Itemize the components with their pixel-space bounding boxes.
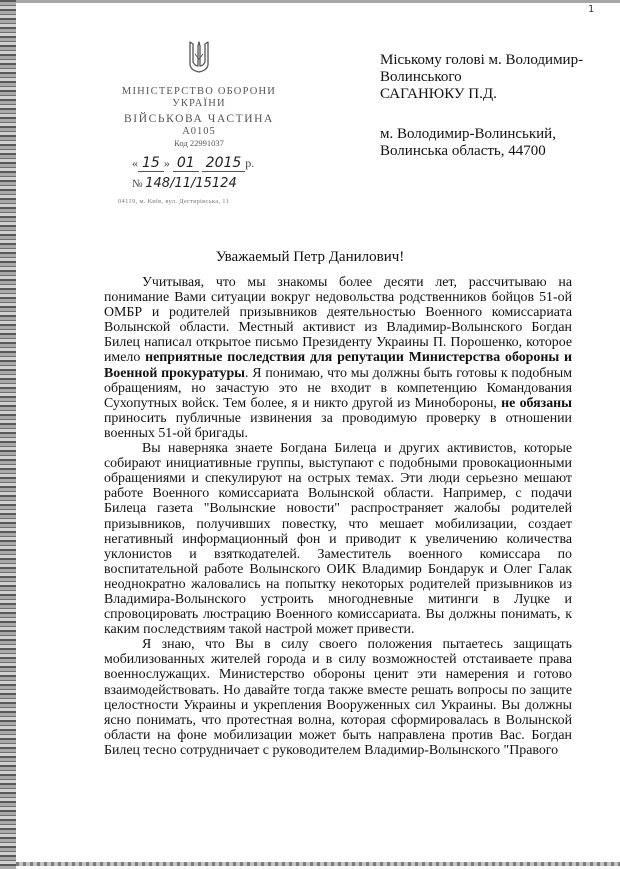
addressee-line-1: Міському голові м. Володимир- (380, 52, 584, 68)
addressee-region: Волинська область, 44700 (380, 143, 546, 159)
sender-block (104, 40, 294, 149)
date-open-quote: « (132, 156, 138, 170)
paragraph-3: Я знаю, что Вы в силу своего положения пытаетесь защищать мобилизованных жителей города и в силу возможностей отстаиваете права военнослужащих. Министерство обороны ценит эти намерения и готово взаимодействовать. Но давайте тогда также вместе решать вопросы по защите целостности Украины и укрепления Вооруженных сил Украины. Вы должны ясно понимать, что протестная волна, которая сформировалась в Волынской области на фоне мобилизации может быть направлена против Вас. Богдан Билец тесно сотрудничает с руководителем Владимир-Волынского "Правого (104, 637, 572, 758)
letter-body (104, 275, 572, 758)
paragraph-1-bold-2: не обязаны (501, 395, 572, 411)
reference-line (132, 176, 302, 191)
trident-emblem-icon (188, 40, 210, 74)
sender-code: Код 22991037 (174, 138, 224, 148)
paragraph-1 (104, 275, 572, 441)
paragraph-2: Вы наверняка знаете Богдана Билеца и других активистов, которые собирают инициативные группы, выступают с подобными провокационными обращениями и спекулируют на острых темах. Эти люди серьезно мешают работе Военного комиссариата Волынской области. Например, с подачи Билеца газета "Волынские новости" распространяет жалобы родителей призывников, получивших повестку, что мешает мобилизации, создает негативный информационный фон и приводит к увеличению количества уклонистов и взяткодателей. Заместитель военного комиссара по воспитательной работе Волынского ОИК Владимир Бондарук и Олег Галак неоднократно жаловались на попытку некоторых родителей призывников из Владимира-Волынского устроить многодневные митинги в Луцке и спровоцировать люстрацию Военного комиссариата. Вы должны понимать, к каким последствиям такой настрой может привести. (104, 441, 572, 638)
date-month: 01 (173, 155, 199, 172)
salutation: Уважаемый Петр Данилович! (215, 249, 405, 265)
paragraph-1-part-3: приносить публичные извинения за проводимую проверку в отношении военных 51-ой бригады. (104, 410, 572, 441)
sender-unit: ВІЙСЬКОВА ЧАСТИНА (124, 113, 274, 125)
date-suffix: р. (245, 156, 255, 170)
addressee-block (380, 52, 605, 160)
date-line (132, 155, 302, 172)
scan-edge-bottom (16, 862, 620, 866)
sender-ministry: МІНІСТЕРСТВО ОБОРОНИ УКРАЇНИ (121, 86, 277, 109)
ref-number: 148/11/15124 (145, 176, 237, 191)
sender-address: 04119, м. Київ, вул. Дегтярівська, 11 (118, 198, 230, 205)
scan-edge-left (0, 0, 16, 869)
addressee-city: м. Володимир-Волинський, (380, 126, 556, 142)
paragraph-1-part-1: Учитывая, что мы знакомы более десяти лет, рассчитываю на понимание Вами ситуации вокруг недовольства родственников бойцов 51-ой ОМБР и родителей призывников деятельностью Военного комиссариата Волынской области. Местный активист из Владимир-Волынского Богдан Билец написал открытое письмо Президенту Украины П. Порошенко, которое имело (104, 275, 572, 366)
scan-edge-top (16, 0, 620, 3)
ref-prefix: № (132, 178, 143, 190)
paragraph-1-bold-1: неприятные последствия для репутации Министерства обороны и Военной прокуратуры (104, 350, 572, 381)
addressee-line-2: Волинського (380, 69, 462, 85)
addressee-name: САГАНЮКУ П.Д. (380, 86, 497, 102)
page-mark: 1 (588, 4, 595, 15)
date-year: 2015 (202, 155, 246, 172)
sender-unit-number: А0105 (182, 126, 216, 137)
date-day: 15 (138, 155, 164, 172)
date-close-quote: » (163, 156, 170, 170)
paragraph-1-part-2: . Я понимаю, что мы должны быть готовы к подобным обращениям, но зачастую это не входит в компетенцию Командования Сухопутных войск. Тем более, я и никто другой из Минобороны, (104, 365, 572, 411)
